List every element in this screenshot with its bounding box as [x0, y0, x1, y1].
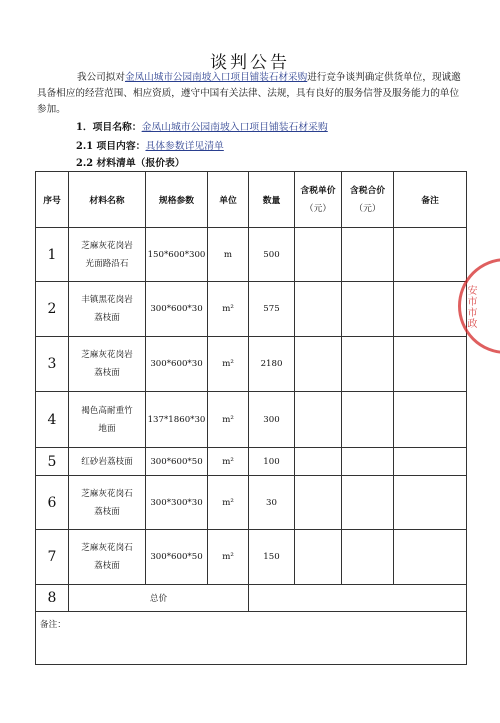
table-header-row	[36, 172, 467, 228]
row-unit: m²	[208, 282, 249, 337]
row-name-line: 丰镇黑花岗岩	[81, 295, 133, 305]
row-name-line: 芝麻灰花岗石	[81, 543, 133, 553]
row-name-line: 荔枝面	[94, 368, 120, 378]
header-total-price	[342, 172, 394, 228]
row-name-line: 荔枝面	[94, 506, 120, 517]
row-total-price	[342, 228, 394, 282]
row-qty: 100	[249, 448, 295, 476]
intro-suffix: 进行竞争谈判确定供货单位，现诚邀具备相应的经营范围、相应资质，遵守中国有关法律、法规，具有良好的服务信誉及服务能力的单位参加。	[37, 72, 461, 115]
header-remark: 备注	[394, 172, 467, 228]
row-no: 4	[36, 392, 69, 448]
total-row-no: 8	[36, 585, 69, 612]
row-name	[69, 448, 146, 476]
row-qty: 500	[249, 228, 295, 282]
table-row	[36, 337, 467, 392]
table-row	[36, 530, 467, 585]
row-no: 7	[36, 530, 69, 585]
row-remark	[394, 282, 467, 337]
row-spec: 300*300*30	[146, 476, 208, 530]
row-unit: m²	[208, 476, 249, 530]
row-name-line: 芝麻灰花岗岩	[81, 240, 133, 251]
project-content-value: 具体参数详见清单	[145, 141, 224, 152]
page-title: 谈判公告	[210, 53, 290, 73]
material-table	[35, 171, 467, 665]
row-spec: 300*600*50	[146, 448, 208, 476]
row-spec: 300*600*30	[146, 282, 208, 337]
project-content-line	[76, 138, 224, 152]
intro-prefix: 我公司拟对	[77, 72, 125, 83]
table-row	[36, 448, 467, 476]
row-unit: m²	[208, 337, 249, 392]
header-spec: 规格参数	[146, 172, 208, 228]
total-row	[36, 585, 467, 612]
row-name-line: 光面路沿石	[85, 258, 129, 269]
header-total-price-currency: （元）	[354, 203, 381, 214]
row-spec: 137*1860*30	[146, 392, 208, 448]
row-unit: m²	[208, 448, 249, 476]
note-cell	[36, 612, 467, 665]
header-total-price-label: 含税合价	[349, 185, 386, 196]
row-name-line: 褐色高耐重竹	[81, 405, 133, 416]
row-qty: 300	[249, 392, 295, 448]
row-unit: m²	[208, 530, 249, 585]
table-row	[36, 282, 467, 337]
row-no: 2	[36, 282, 69, 337]
row-name-line: 荔枝面	[94, 561, 120, 571]
row-total-price	[342, 282, 394, 337]
row-unit: m²	[208, 392, 249, 448]
row-no: 1	[36, 228, 69, 282]
row-name-line: 荔枝面	[94, 313, 120, 323]
row-name	[69, 337, 146, 392]
project-name-label: 1．项目名称：	[76, 122, 142, 133]
row-qty: 2180	[249, 337, 295, 392]
header-unit-price	[295, 172, 342, 228]
row-unit-price	[295, 228, 342, 282]
row-name	[69, 476, 146, 530]
table-row	[36, 392, 467, 448]
table-row	[36, 476, 467, 530]
intro-project-name: 金凤山城市公园南坡入口项目铺装石材采购	[124, 72, 308, 83]
row-no: 3	[36, 337, 69, 392]
intro-paragraph	[37, 70, 463, 118]
row-total-price	[342, 476, 394, 530]
note-label: 备注：	[40, 620, 66, 630]
row-qty: 150	[249, 530, 295, 585]
row-name	[69, 530, 146, 585]
material-list-label: 2.2 材料清单（报价表）	[76, 158, 185, 169]
material-list-line	[76, 155, 185, 169]
table-row	[36, 228, 467, 282]
header-qty: 数量	[249, 172, 295, 228]
row-name	[69, 282, 146, 337]
row-total-price	[342, 337, 394, 392]
row-qty: 575	[249, 282, 295, 337]
note-row	[36, 612, 467, 665]
row-unit: m	[208, 228, 249, 282]
row-total-price	[342, 392, 394, 448]
row-name-line: 地面	[98, 423, 116, 434]
header-name: 材料名称	[69, 172, 146, 228]
row-unit-price	[295, 448, 342, 476]
row-remark	[394, 476, 467, 530]
project-content-label: 2.1 项目内容：	[76, 141, 146, 152]
row-spec: 300*600*30	[146, 337, 208, 392]
row-remark	[394, 228, 467, 282]
row-no: 5	[36, 448, 69, 476]
project-name-line	[76, 119, 328, 133]
row-remark	[394, 392, 467, 448]
row-total-price	[342, 448, 394, 476]
row-name-line: 红砂岩荔枝面	[81, 456, 133, 467]
row-remark	[394, 530, 467, 585]
header-unit: 单位	[208, 172, 249, 228]
total-value	[249, 585, 467, 612]
row-remark	[394, 448, 467, 476]
header-no: 序号	[36, 172, 69, 228]
header-unit-price-label: 含税单价	[300, 185, 336, 196]
row-unit-price	[295, 530, 342, 585]
row-unit-price	[295, 282, 342, 337]
row-spec: 300*600*50	[146, 530, 208, 585]
project-name-value: 金凤山城市公园南坡入口项目铺装石材采购	[141, 122, 328, 133]
total-label: 总价	[69, 585, 249, 612]
row-remark	[394, 337, 467, 392]
row-unit-price	[295, 476, 342, 530]
row-name-line: 芝麻灰花岗岩	[81, 350, 133, 360]
row-spec: 150*600*300	[146, 228, 208, 282]
row-total-price	[342, 530, 394, 585]
row-qty: 30	[249, 476, 295, 530]
row-name	[69, 392, 146, 448]
row-unit-price	[295, 392, 342, 448]
row-name-line: 芝麻灰花岗石	[81, 488, 133, 499]
row-unit-price	[295, 337, 342, 392]
row-name	[69, 228, 146, 282]
seal-text: 安市市政	[465, 285, 476, 329]
row-no: 6	[36, 476, 69, 530]
header-unit-price-currency: （元）	[304, 203, 332, 214]
